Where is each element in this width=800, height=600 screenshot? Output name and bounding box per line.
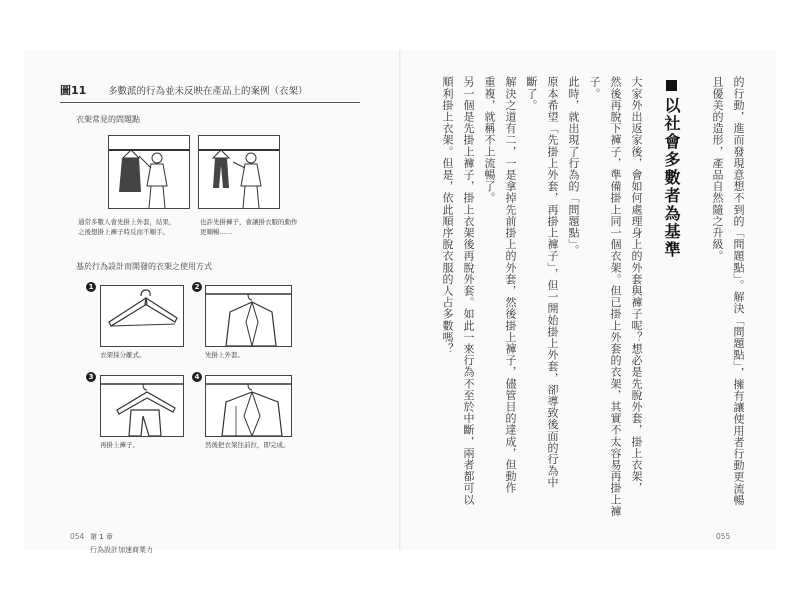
scene-caption-2-line-1: 也許先掛褲子，會讓掛衣服的動作 <box>200 218 298 226</box>
split-hanger-icon <box>101 286 183 346</box>
body-column-9: 解決之道有二，一是拿掉先前掛上的外套，然後掛上褲子，儘管目的達成，但動作 <box>504 76 517 494</box>
person-hanging-pants-illustration <box>199 136 279 208</box>
scene-caption-2-line-2: 更順暢…… <box>200 228 233 236</box>
chapter-title: 行為設計加速商業力 <box>90 546 153 554</box>
scene-caption-2 <box>200 217 298 237</box>
heading-square-icon <box>666 80 677 91</box>
page-number-left: 054 <box>70 532 85 541</box>
body-column-10: 重複，就稱不上流暢了。 <box>483 76 496 204</box>
step-badge-3: 3 <box>86 372 96 382</box>
book-gutter <box>399 50 401 550</box>
section-label-problems: 衣架常見的問題點 <box>76 115 140 124</box>
step-caption-1: 衣架採分離式。 <box>100 351 146 359</box>
scene-caption-1-line-2: 之後想掛上褲子時反而不順手。 <box>78 228 169 236</box>
body-column-7: 原本希望「先掛上外套，再掛上褲子」，但一開始掛上外套，卻導致後面的行為中 <box>546 76 559 489</box>
step-badge-2: 2 <box>192 282 202 292</box>
person-hanging-coat-illustration <box>109 136 189 208</box>
body-column-5: 子。 <box>588 76 601 100</box>
figure-title-row <box>60 80 360 103</box>
scene-caption-1-line-1: 通常多數人會先掛上外套，結果， <box>78 218 176 226</box>
step-panel-3 <box>100 375 184 437</box>
figure-number: 圖11 <box>60 84 87 97</box>
page-number-right: 055 <box>716 532 731 541</box>
step-badge-4: 4 <box>192 372 202 382</box>
scene-panel-2 <box>198 135 280 209</box>
step-panel-4 <box>205 375 292 437</box>
hanger-with-suit-icon <box>206 376 291 436</box>
chapter-label: 第 1 章 <box>90 533 113 541</box>
section-heading <box>660 80 683 259</box>
body-column-1: 的行動，進而發現意想不到的「問題點」。解決「問題點」，擁有讓使用者行動更流暢 <box>732 76 745 506</box>
section-label-usage: 基於行為設計而開發的衣架之使用方式 <box>76 262 212 271</box>
step-caption-2: 先掛上外套。 <box>205 351 244 359</box>
step-panel-1 <box>100 285 184 347</box>
body-column-6: 此時，就出現了行為的「問題點」。 <box>567 76 580 257</box>
figure-caption: 多數派的行為並未反映在產品上的案例（衣架） <box>108 86 308 97</box>
step-caption-3: 再掛上褲子。 <box>100 441 139 449</box>
body-column-4: 然後再脫下褲子，準備掛上同一個衣架。但已掛上外套的衣架，其實不太容易再掛上褲 <box>609 76 622 517</box>
section-heading-text: 以社會多數者為基準 <box>662 97 681 259</box>
body-column-2: 且優美的造形，產品自然隨之升級。 <box>711 76 724 262</box>
step-badge-1: 1 <box>86 282 96 292</box>
step-panel-2 <box>205 285 292 347</box>
body-column-11: 另一個是先掛上褲子，掛上衣架後再脫外套。如此一來行為不至於中斷，兩者都可以 <box>462 76 475 506</box>
step-caption-4: 然後把衣架往前拉，即完成。 <box>205 441 290 449</box>
scene-caption-1 <box>78 217 176 237</box>
hanger-with-coat-icon <box>206 286 291 346</box>
body-column-12: 順利掛上衣架。但是，依此順序脫衣服的人占多數嗎？ <box>441 76 454 355</box>
scene-panel-1 <box>108 135 190 209</box>
body-column-8: 斷了。 <box>525 76 538 111</box>
hanger-with-pants-icon <box>101 376 183 436</box>
body-column-3: 大家外出返家後，會如何處理身上的外套與褲子呢？想必是先脫外套，掛上衣架， <box>630 76 643 494</box>
